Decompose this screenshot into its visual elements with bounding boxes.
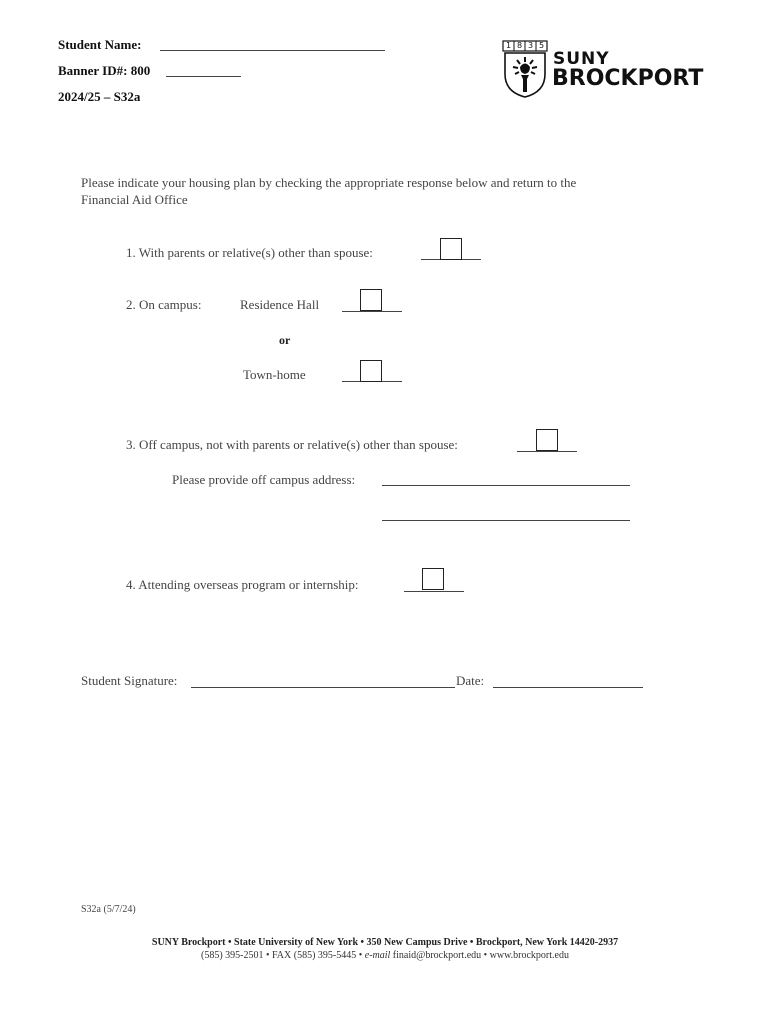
address-label: Please provide off campus address:: [172, 472, 356, 487]
student-name-row: [58, 37, 141, 53]
option-3-underline: [517, 451, 577, 452]
logo-suny-text: SUNY: [553, 49, 610, 69]
logo-digit: 8: [517, 41, 523, 50]
address-line-2[interactable]: [382, 520, 630, 521]
banner-id-field[interactable]: [166, 76, 241, 77]
signature-label: Student Signature:: [81, 673, 178, 688]
option-1-label: 1. With parents or relative(s) other than spouse:: [126, 245, 373, 260]
logo-digit: 1: [506, 41, 512, 50]
logo-digit: 3: [528, 41, 534, 50]
banner-id-label: Banner ID#: 800: [58, 63, 151, 78]
townhome-checkbox[interactable]: [360, 360, 382, 382]
townhome-label: Town-home: [243, 367, 306, 382]
signature-line[interactable]: [191, 687, 455, 688]
option-4-label: 4. Attending overseas program or internship:: [126, 577, 359, 592]
footer-phone-fax: (585) 395-2501 • FAX (585) 395-5445 •: [201, 950, 365, 961]
revision-code: S32a (5/7/24): [81, 904, 136, 915]
or-separator: or: [279, 333, 291, 347]
option-2-label: 2. On campus:: [126, 297, 202, 312]
option-3-label: 3. Off campus, not with parents or relative(s) other than spouse:: [126, 437, 458, 452]
intro-line-1: Please indicate your housing plan by checking the appropriate response below and return to the: [81, 175, 577, 190]
residence-hall-underline: [342, 311, 402, 312]
option-1-checkbox[interactable]: [440, 238, 462, 260]
intro-line-2: Financial Aid Office: [81, 192, 188, 207]
residence-hall-label: Residence Hall: [240, 297, 320, 312]
option-4-checkbox[interactable]: [422, 568, 444, 590]
footer-address: SUNY Brockport • State University of New York • 350 New Campus Drive • Brockport, New York 14420-2937: [151, 937, 619, 948]
footer-email-label: e-mail: [364, 950, 391, 961]
banner-id-row: [58, 63, 150, 79]
footer-contact: [0, 950, 770, 961]
option-3-checkbox[interactable]: [536, 429, 558, 451]
logo-brockport-text: BROCKPORT: [552, 66, 704, 91]
logo-digit: 5: [539, 41, 545, 50]
date-label: Date:: [456, 673, 485, 688]
student-name-field[interactable]: [160, 50, 385, 51]
form-code: 2024/25 – S32a: [58, 89, 141, 104]
residence-hall-checkbox[interactable]: [360, 289, 382, 311]
address-line-1[interactable]: [382, 485, 630, 486]
student-name-label: Student Name:: [58, 37, 142, 52]
option-4-underline: [404, 591, 464, 592]
date-line[interactable]: [493, 687, 643, 688]
footer-email-web: finaid@brockport.edu • www.brockport.edu: [390, 950, 569, 961]
logo-year-digits: [503, 42, 547, 52]
